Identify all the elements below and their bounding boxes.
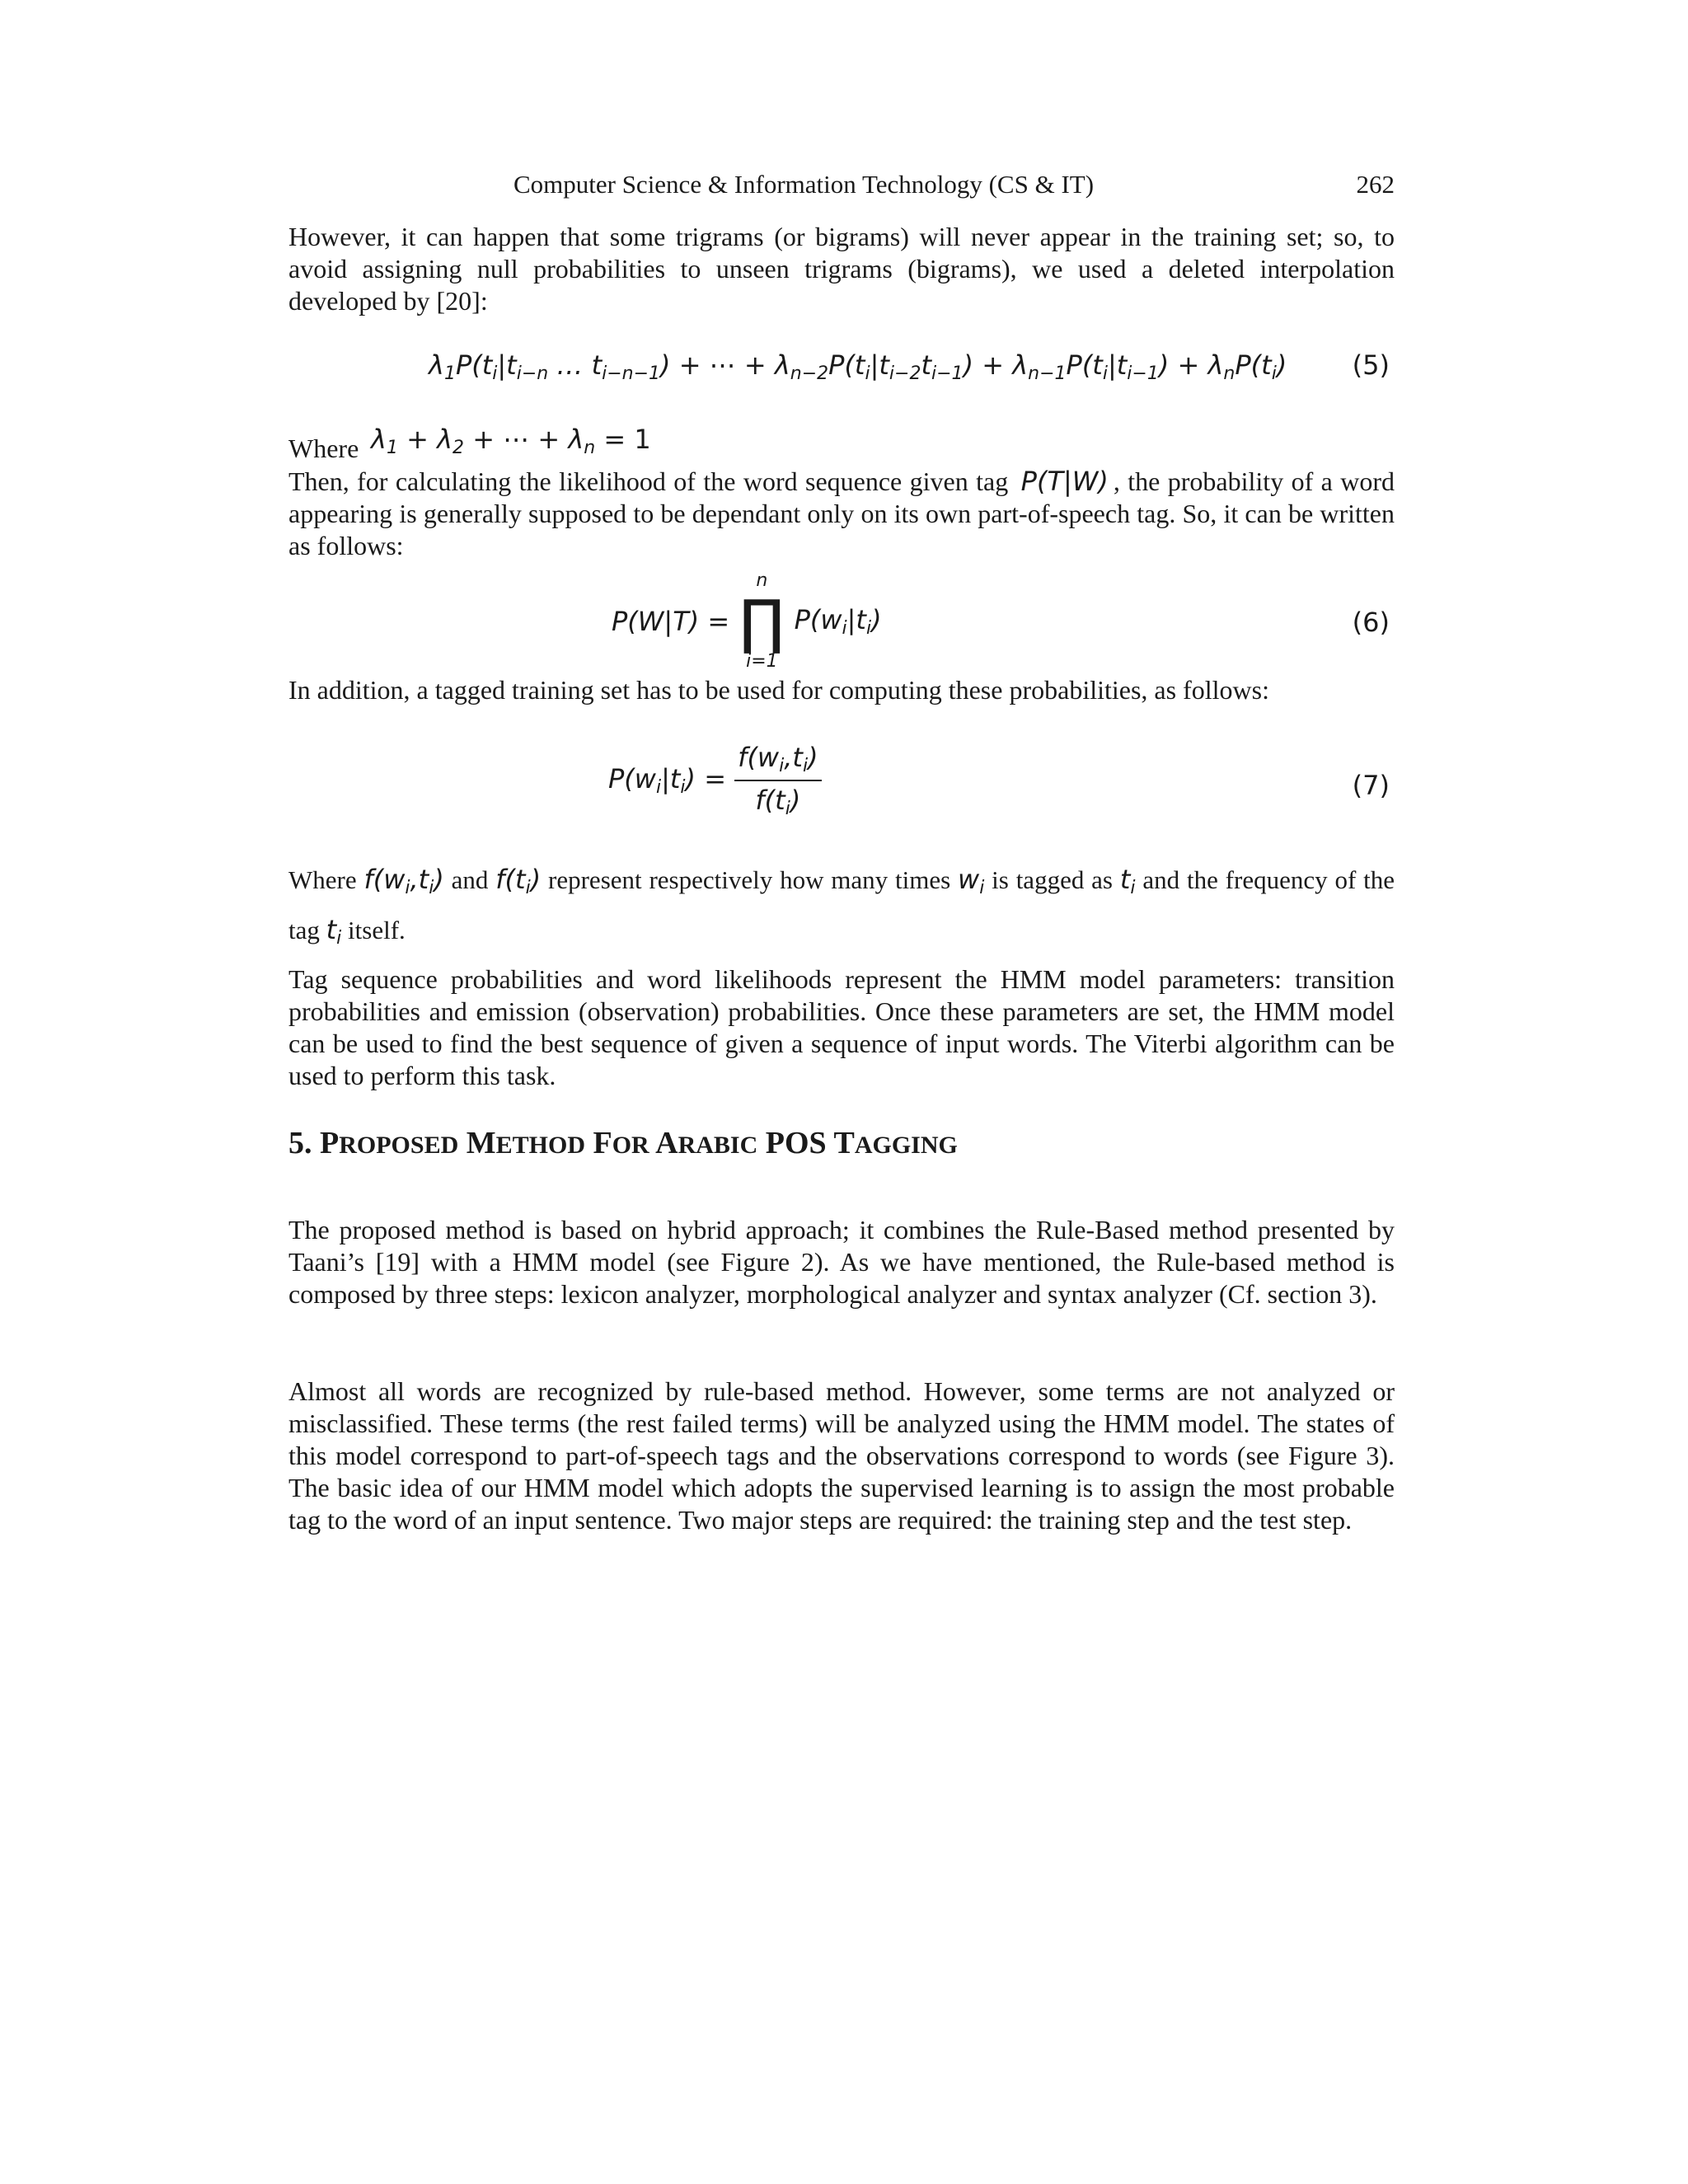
equation-6-body: P(W|T) = n ∏ i=1 $P(w_i|t_i)$: [612, 570, 882, 672]
paragraph-frequency-definition: Where $f(w_i,t_i)$ and $f(t_i)$ represent respectively how many times $w_i$ is tagged as $t_i$ and the frequency of the tag $t_i$ itself.: [288, 864, 1395, 949]
inline-symbol-t: $t_i$: [1119, 864, 1136, 898]
paragraph-text: Almost all words are recognized by rule-based method. However, some terms are not analyzed or misclassified. These terms (the rest failed terms) will be analyzed using the HMM model. The states of this model correspond to part-of-speech tags and the observations correspond to words (see Figure 3). The basic idea of our HMM model which adopts the supervised learning is to assign the most probable tag to the word of an input sentence. Two major steps are required: the training step and the test step.: [288, 1376, 1395, 1535]
equation-6: [288, 570, 1395, 677]
inline-formula-f-t: $f(t_i)$: [495, 864, 542, 898]
equation-5: [288, 348, 1395, 389]
paragraph-proposed-method: [288, 1214, 1395, 1310]
fraction-denominator: $f(t_i)$: [755, 785, 801, 819]
paragraph-hmm-parameters: [288, 963, 1395, 1092]
where-label: Where: [288, 434, 359, 463]
equation-6-number: (6): [1352, 607, 1390, 638]
page-number: 262: [1356, 170, 1395, 199]
product-upper-limit: n: [756, 570, 768, 591]
inline-symbol-t-2: $t_i$: [326, 914, 342, 949]
equation-7: [288, 742, 1395, 832]
paragraph-interpolation: [288, 221, 1395, 317]
paragraph-text: Tag sequence probabilities and word likelihoods represent the HMM model parameters: transition probabilities and emission (observation) probabilities. Once these parameters are set, the HMM model can be used to find the best sequence of given a sequence of input words. The Viterbi algorithm can be used to perform this task.: [288, 964, 1395, 1090]
paragraph-tagged-training-set: [288, 674, 1395, 706]
fraction: [734, 742, 821, 819]
section-heading-proposed-method: 5. PROPOSED METHOD FOR ARABIC POS TAGGING: [288, 1126, 958, 1160]
running-header: [288, 170, 1395, 206]
paragraph-text: The proposed method is based on hybrid approach; it combines the Rule-Based method presented by Taani’s [19] with a HMM model (see Figure 2). As we have mentioned, the Rule-based method is composed by three steps: lexicon analyzer, morphological analyzer and syntax analyzer (Cf. section 3).: [288, 1215, 1395, 1309]
paragraph-text: However, it can happen that some trigrams (or bigrams) will never appear in the training set; so, to avoid assigning null probabilities to unseen trigrams (bigrams), we used a deleted interpolation developed by [20]:: [288, 222, 1395, 316]
lambda-constraint: [288, 424, 1395, 463]
paper-page: [288, 0, 1395, 2184]
lambda-sum-formula: $\lambda_1 + \lambda_2$ + ⋯ + $\lambda_n = 1$: [371, 424, 651, 458]
paragraph-text-before: Then, for calculating the likelihood of the word sequence given tag: [288, 466, 1009, 496]
equation-5-number: (5): [1352, 349, 1390, 381]
inline-formula-f-w-t: $f(w_i,t_i)$: [363, 864, 444, 898]
where-word: Where: [288, 865, 357, 894]
equation-7-body: $P(w_i|t_i)$ = $\frac{f(w_i,t_i)}{f(t_i)}$: [608, 742, 822, 819]
inline-symbol-w: $w_i$: [958, 864, 985, 898]
journal-title: Computer Science & Information Technology (CS & IT): [513, 170, 1095, 199]
equation-5-body: $\lambda_1P(t_i|t_{i-n}$ … $t_{i-n-1}$) + ⋯ + $\lambda_{n-2}P(t_i|t_{i-2}t_{i-1}) + \lambda_{n-1}P(t_i|t_{i-1}) + \lambda_nP(t_i)$: [429, 349, 1287, 384]
fraction-numerator: $f(w_i,t_i)$: [734, 742, 821, 781]
product-operator: n ∏ i=1: [739, 570, 785, 672]
paragraph-text: In addition, a tagged training set has to be used for computing these probabilities, as follows:: [288, 675, 1269, 705]
product-lower-limit: i=1: [746, 651, 778, 672]
equation-7-number: (7): [1352, 770, 1390, 801]
paragraph-likelihood: [288, 466, 1395, 562]
paragraph-hmm-usage: [288, 1376, 1395, 1536]
paragraph-text-after: , the probability of a word appearing is generally supposed to be dependant only on its own part-of-speech tag. So, it can be written as follows:: [288, 466, 1395, 560]
inline-formula-p-t-w: P(T|W): [1020, 466, 1109, 497]
